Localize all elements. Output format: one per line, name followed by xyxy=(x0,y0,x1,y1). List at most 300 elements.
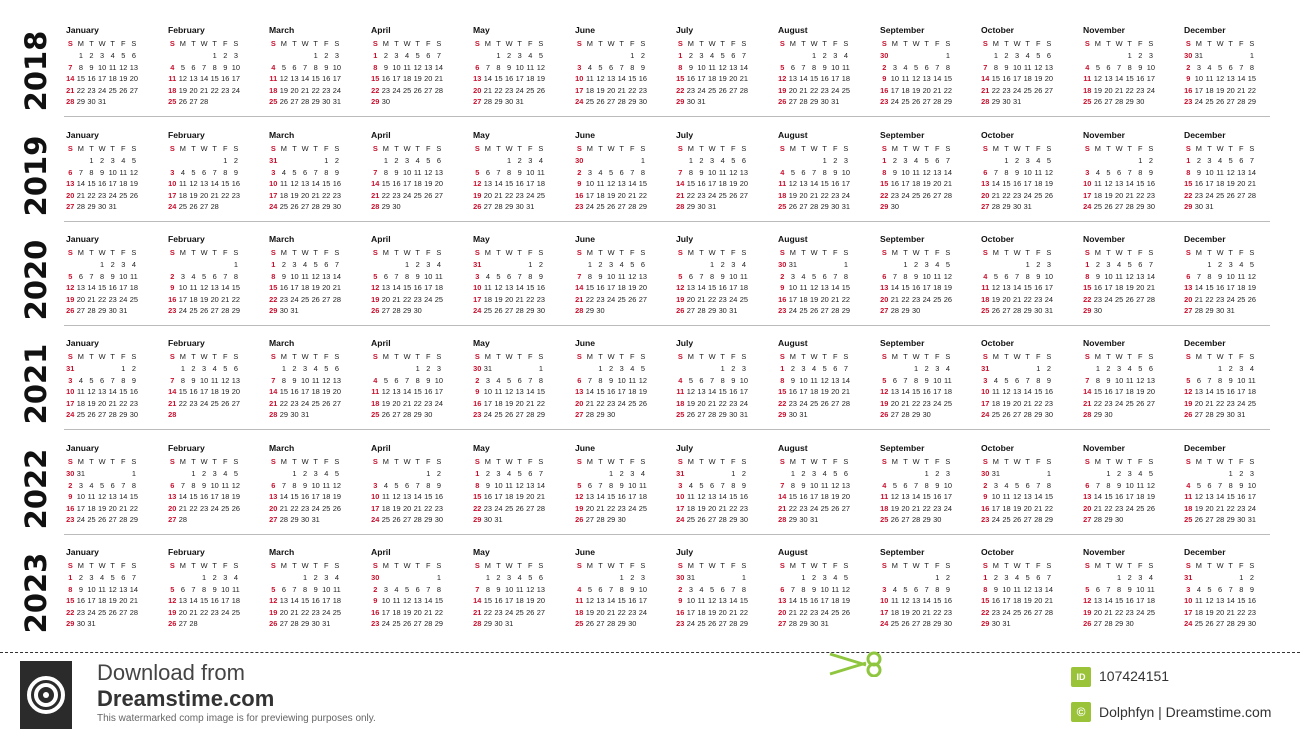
day-cell: 28 xyxy=(189,619,198,629)
day-cell: 9 xyxy=(202,480,207,490)
day-cell: 18 xyxy=(1205,85,1214,95)
day-cell: 2 xyxy=(993,573,998,582)
day-cell: 25 xyxy=(168,97,177,107)
month-name: July xyxy=(676,25,694,35)
weekday-header: S xyxy=(270,352,276,361)
day-cell: 15 xyxy=(210,74,219,84)
day-cell: 25 xyxy=(526,85,535,95)
day-cell: 4 xyxy=(271,62,276,72)
day-cell: 17 xyxy=(473,294,482,304)
day-cell: 24 xyxy=(483,410,492,420)
day-cell: 15 xyxy=(617,596,626,606)
day-cell: 24 xyxy=(922,294,931,304)
day-cell: 1 xyxy=(271,260,276,269)
day-cell: 3 xyxy=(517,51,522,60)
day-cell: 10 xyxy=(1184,596,1193,606)
day-cell: 4 xyxy=(699,584,704,594)
day-cell: 6 xyxy=(935,156,940,165)
day-cell: 30 xyxy=(1136,97,1145,107)
day-cell: 18 xyxy=(129,283,138,293)
day-cell: 28 xyxy=(911,515,921,525)
day-cell: 11 xyxy=(617,271,626,281)
day-cell: 8 xyxy=(538,375,543,385)
day-cell: 29 xyxy=(1093,410,1102,420)
day-cell: 20 xyxy=(332,387,341,397)
weekday-header: S xyxy=(741,39,747,48)
day-cell: 1 xyxy=(822,156,827,165)
day-cell: 17 xyxy=(1184,607,1193,617)
day-cell: 24 xyxy=(585,202,594,212)
day-cell: 23 xyxy=(76,607,85,617)
day-cell: 12 xyxy=(729,167,738,177)
day-cell: 21 xyxy=(809,190,819,200)
weekday-header: S xyxy=(538,457,544,466)
day-cell: 18 xyxy=(1023,74,1032,84)
day-cell: 2 xyxy=(313,573,318,582)
day-cell: 18 xyxy=(1184,503,1193,513)
day-cell: 14 xyxy=(402,387,412,397)
day-cell: 11 xyxy=(537,167,545,177)
day-cell: 11 xyxy=(1195,596,1203,606)
month-june-2022 xyxy=(574,440,662,538)
day-cell: 15 xyxy=(269,283,278,293)
day-cell: 11 xyxy=(189,283,198,293)
day-cell: 12 xyxy=(97,492,107,502)
weekday-header: F xyxy=(1138,248,1143,257)
day-cell: 30 xyxy=(943,619,952,629)
day-cell: 23 xyxy=(108,294,117,304)
day-cell: 15 xyxy=(991,74,1000,84)
day-cell: 10 xyxy=(526,167,535,177)
day-cell: 5 xyxy=(121,51,126,60)
day-cell: 26 xyxy=(686,410,695,420)
weekday-header: S xyxy=(1084,39,1090,48)
day-cell: 24 xyxy=(1012,85,1022,95)
weekday-header: T xyxy=(1207,352,1212,361)
weekday-header: F xyxy=(833,144,838,153)
day-cell: 28 xyxy=(707,410,717,420)
day-cell: 28 xyxy=(210,202,219,212)
day-cell: 15 xyxy=(290,492,299,502)
day-cell: 9 xyxy=(993,584,998,594)
month-name: June xyxy=(575,547,596,557)
day-cell: 1 xyxy=(1207,260,1212,269)
day-cell: 1 xyxy=(131,469,136,478)
day-cell: 19 xyxy=(504,398,514,408)
day-cell: 4 xyxy=(1127,364,1132,373)
day-cell: 12 xyxy=(1194,492,1203,502)
weekday-header: F xyxy=(223,248,228,257)
day-cell: 21 xyxy=(483,85,492,95)
day-cell: 27 xyxy=(168,515,177,525)
day-cell: 18 xyxy=(1146,596,1155,606)
day-cell: 9 xyxy=(292,375,297,385)
day-cell: 2 xyxy=(475,375,480,385)
weekday-header: F xyxy=(833,561,838,570)
day-cell: 1 xyxy=(710,260,715,269)
day-cell: 9 xyxy=(1138,62,1143,72)
day-cell: 15 xyxy=(1034,387,1043,397)
day-cell: 5 xyxy=(1046,156,1051,165)
day-cell: 24 xyxy=(841,190,850,200)
day-cell: 8 xyxy=(89,167,94,177)
weekday-header: S xyxy=(741,457,747,466)
day-cell: 9 xyxy=(945,584,950,594)
weekday-header: T xyxy=(801,144,806,153)
day-cell: 6 xyxy=(475,62,480,72)
day-cell: 8 xyxy=(609,480,614,490)
day-cell: 21 xyxy=(707,398,717,408)
day-cell: 27 xyxy=(1194,410,1203,420)
day-cell: 14 xyxy=(809,179,819,189)
day-cell: 8 xyxy=(131,480,136,490)
day-cell: 9 xyxy=(223,62,228,72)
day-cell: 25 xyxy=(901,97,910,107)
weekday-header: W xyxy=(403,144,411,153)
day-cell: 4 xyxy=(538,156,543,165)
day-cell: 23 xyxy=(890,190,899,200)
month-name: January xyxy=(66,25,99,35)
day-cell: 3 xyxy=(609,260,614,269)
day-cell: 4 xyxy=(741,260,746,269)
day-cell: 14 xyxy=(943,167,952,177)
day-cell: 23 xyxy=(189,398,198,408)
day-cell: 4 xyxy=(619,260,624,269)
weekday-header: F xyxy=(426,352,431,361)
day-cell: 1 xyxy=(292,469,297,478)
day-cell: 26 xyxy=(1146,503,1155,513)
weekday-header: T xyxy=(1207,457,1212,466)
day-cell: 14 xyxy=(210,179,219,189)
month-name: February xyxy=(168,338,205,348)
day-cell: 1 xyxy=(983,573,988,582)
day-cell: 19 xyxy=(638,387,647,397)
day-cell: 16 xyxy=(129,387,138,397)
day-cell: 21 xyxy=(1023,398,1032,408)
day-cell: 5 xyxy=(780,62,785,72)
day-cell: 22 xyxy=(178,398,187,408)
day-cell: 22 xyxy=(231,294,240,304)
day-cell: 17 xyxy=(290,283,299,293)
day-cell: 27 xyxy=(1136,294,1145,304)
day-cell: 12 xyxy=(809,283,819,293)
day-cell: 19 xyxy=(585,607,594,617)
day-cell: 11 xyxy=(1147,584,1155,594)
day-cell: 19 xyxy=(901,607,910,617)
day-cell: 10 xyxy=(638,584,647,594)
day-cell: 26 xyxy=(1012,515,1022,525)
day-cell: 28 xyxy=(413,515,422,525)
weekday-header: F xyxy=(1138,144,1143,153)
day-cell: 28 xyxy=(199,97,209,107)
weekday-header: S xyxy=(576,561,582,570)
day-cell: 1 xyxy=(415,364,420,373)
day-cell: 4 xyxy=(577,584,582,594)
day-cell: 6 xyxy=(528,469,533,478)
weekday-header: T xyxy=(1106,144,1111,153)
day-cell: 26 xyxy=(332,503,341,513)
weekday-header: S xyxy=(436,561,442,570)
day-cell: 17 xyxy=(371,503,380,513)
day-cell: 20 xyxy=(841,492,850,502)
day-cell: 11 xyxy=(799,283,808,293)
day-cell: 6 xyxy=(1085,480,1090,490)
month-march-2018 xyxy=(268,22,356,120)
day-cell: 20 xyxy=(504,294,514,304)
weekday-header: S xyxy=(169,457,175,466)
day-cell: 1 xyxy=(68,573,73,582)
month-may-2020 xyxy=(472,231,560,329)
weekday-header: S xyxy=(372,39,378,48)
day-cell: 27 xyxy=(1215,619,1225,629)
day-cell: 11 xyxy=(403,62,411,72)
year-label: 2020 xyxy=(19,239,53,321)
day-cell: 3 xyxy=(507,573,512,582)
day-cell: 9 xyxy=(68,492,73,502)
weekday-header: F xyxy=(731,39,736,48)
day-cell: 31 xyxy=(820,619,829,629)
day-cell: 31 xyxy=(66,364,75,373)
weekday-header: S xyxy=(474,457,480,466)
weekday-header: S xyxy=(233,248,239,257)
day-cell: 16 xyxy=(76,596,85,606)
day-cell: 24 xyxy=(473,306,482,316)
day-cell: 1 xyxy=(678,51,683,60)
day-cell: 16 xyxy=(686,74,695,84)
day-cell: 8 xyxy=(1207,271,1212,281)
day-cell: 21 xyxy=(1093,503,1102,513)
day-cell: 22 xyxy=(199,607,209,617)
day-cell: 16 xyxy=(788,387,797,397)
day-cell: 24 xyxy=(269,202,278,212)
weekday-header: W xyxy=(1216,144,1224,153)
day-cell: 15 xyxy=(676,74,685,84)
day-cell: 10 xyxy=(880,596,889,606)
day-cell: 4 xyxy=(822,469,827,478)
day-cell: 6 xyxy=(914,584,919,594)
day-cell: 15 xyxy=(707,283,717,293)
day-cell: 19 xyxy=(911,85,921,95)
day-cell: 17 xyxy=(108,179,117,189)
day-cell: 8 xyxy=(373,62,378,72)
day-cell: 7 xyxy=(1085,375,1090,385)
day-cell: 25 xyxy=(820,503,829,513)
day-cell: 13 xyxy=(1237,167,1246,177)
day-cell: 22 xyxy=(1184,190,1193,200)
day-cell: 28 xyxy=(269,410,278,420)
day-cell: 30 xyxy=(617,515,626,525)
day-cell: 29 xyxy=(1114,619,1124,629)
day-cell: 22 xyxy=(1104,503,1113,513)
weekday-header: T xyxy=(822,144,827,153)
weekday-header: F xyxy=(630,39,635,48)
day-cell: 5 xyxy=(903,584,908,594)
day-cell: 19 xyxy=(596,85,605,95)
day-cell: 15 xyxy=(841,283,850,293)
day-cell: 11 xyxy=(1023,62,1032,72)
day-cell: 18 xyxy=(178,190,187,200)
day-cell: 21 xyxy=(1114,85,1124,95)
day-cell: 8 xyxy=(1249,62,1254,72)
day-cell: 19 xyxy=(729,179,738,189)
weekday-header: S xyxy=(1084,457,1090,466)
day-cell: 23 xyxy=(991,607,1000,617)
day-cell: 11 xyxy=(687,492,695,502)
month-june-2023 xyxy=(574,544,662,642)
weekday-header: W xyxy=(505,457,513,466)
weekday-header: S xyxy=(233,561,239,570)
weekday-header: F xyxy=(1239,39,1244,48)
day-cell: 24 xyxy=(97,85,107,95)
day-cell: 7 xyxy=(678,167,683,177)
day-cell: 6 xyxy=(180,584,185,594)
weekday-header: S xyxy=(881,561,887,570)
weekday-header: W xyxy=(607,248,615,257)
day-cell: 1 xyxy=(1218,364,1223,373)
day-cell: 28 xyxy=(628,202,637,212)
day-cell: 2 xyxy=(1196,156,1201,165)
weekday-header: S xyxy=(982,352,988,361)
day-cell: 5 xyxy=(507,375,512,385)
day-cell: 23 xyxy=(575,202,584,212)
day-cell: 14 xyxy=(1093,492,1102,502)
weekday-header: S xyxy=(945,457,951,466)
day-cell: 21 xyxy=(718,503,727,513)
weekday-header: S xyxy=(982,457,988,466)
day-cell: 25 xyxy=(332,607,341,617)
day-cell: 26 xyxy=(322,398,331,408)
day-cell: 16 xyxy=(494,596,503,606)
day-cell: 27 xyxy=(901,515,910,525)
weekday-header: W xyxy=(1013,561,1021,570)
weekday-header: S xyxy=(1046,352,1052,361)
weekday-header: T xyxy=(394,457,399,466)
day-cell: 8 xyxy=(822,167,827,177)
day-cell: 24 xyxy=(1023,190,1032,200)
day-cell: 16 xyxy=(820,74,829,84)
weekday-header: T xyxy=(903,144,908,153)
weekday-header: T xyxy=(110,144,115,153)
day-cell: 4 xyxy=(110,51,115,60)
day-cell: 6 xyxy=(577,375,582,385)
day-cell: 27 xyxy=(322,294,331,304)
weekday-header: M xyxy=(280,248,287,257)
day-cell: 13 xyxy=(168,492,177,502)
day-cell: 9 xyxy=(1186,74,1191,84)
day-cell: 15 xyxy=(686,179,695,189)
weekday-header: T xyxy=(517,561,522,570)
day-cell: 9 xyxy=(170,283,175,293)
day-cell: 16 xyxy=(381,74,390,84)
day-cell: 12 xyxy=(1247,271,1256,281)
day-cell: 25 xyxy=(536,190,545,200)
day-cell: 11 xyxy=(912,167,920,177)
day-cell: 24 xyxy=(231,85,240,95)
day-cell: 7 xyxy=(223,271,228,281)
day-cell: 20 xyxy=(199,190,209,200)
day-cell: 29 xyxy=(991,97,1000,107)
day-cell: 15 xyxy=(922,492,931,502)
weekday-header: M xyxy=(77,248,84,257)
day-cell: 7 xyxy=(892,271,897,281)
day-cell: 29 xyxy=(371,97,380,107)
day-cell: 7 xyxy=(914,480,919,490)
weekday-header: T xyxy=(1025,248,1030,257)
day-cell: 24 xyxy=(799,398,808,408)
day-cell: 16 xyxy=(279,283,288,293)
day-cell: 31 xyxy=(494,515,503,525)
day-cell: 4 xyxy=(935,260,940,269)
day-cell: 1 xyxy=(426,469,431,478)
day-cell: 12 xyxy=(1226,167,1235,177)
weekday-header: S xyxy=(1185,144,1191,153)
day-cell: 3 xyxy=(496,469,501,478)
day-cell: 6 xyxy=(822,271,827,281)
day-cell: 29 xyxy=(1136,202,1145,212)
day-cell: 24 xyxy=(221,607,230,617)
day-cell: 15 xyxy=(221,179,230,189)
weekday-header: T xyxy=(415,457,420,466)
day-cell: 23 xyxy=(371,619,380,629)
day-cell: 23 xyxy=(279,294,288,304)
copyright-icon: © xyxy=(1071,702,1091,722)
day-cell: 6 xyxy=(843,469,848,478)
weekday-header: S xyxy=(1046,561,1052,570)
day-cell: 4 xyxy=(100,573,105,582)
day-cell: 18 xyxy=(1136,492,1145,502)
day-cell: 27 xyxy=(778,619,787,629)
weekday-header: W xyxy=(1013,144,1021,153)
weekday-header: F xyxy=(121,39,126,48)
day-cell: 11 xyxy=(484,283,492,293)
day-cell: 23 xyxy=(1226,398,1235,408)
day-cell: 1 xyxy=(313,51,318,60)
day-cell: 11 xyxy=(820,480,829,490)
month-november-2021 xyxy=(1082,335,1170,433)
weekday-header: S xyxy=(131,144,137,153)
day-cell: 14 xyxy=(1034,492,1043,502)
day-cell: 30 xyxy=(991,619,1000,629)
day-cell: 4 xyxy=(1138,469,1143,478)
day-cell: 11 xyxy=(333,584,341,594)
day-cell: 16 xyxy=(991,596,1000,606)
day-cell: 3 xyxy=(801,364,806,373)
day-cell: 12 xyxy=(676,283,685,293)
day-cell: 15 xyxy=(739,596,748,606)
day-cell: 12 xyxy=(526,584,535,594)
day-cell: 6 xyxy=(202,167,207,177)
day-cell: 21 xyxy=(199,85,209,95)
day-cell: 14 xyxy=(1104,596,1113,606)
day-cell: 7 xyxy=(1228,584,1233,594)
day-cell: 6 xyxy=(1186,271,1191,281)
day-cell: 8 xyxy=(640,167,645,177)
month-name: August xyxy=(778,443,808,453)
day-cell: 6 xyxy=(587,480,592,490)
day-cell: 19 xyxy=(536,74,545,84)
day-cell: 13 xyxy=(933,167,942,177)
day-cell: 11 xyxy=(119,167,128,177)
day-cell: 11 xyxy=(515,584,524,594)
month-february-2021 xyxy=(167,335,255,433)
weekday-header: S xyxy=(982,39,988,48)
weekday-header: F xyxy=(324,39,329,48)
day-cell: 9 xyxy=(281,271,286,281)
day-cell: 29 xyxy=(311,97,320,107)
day-cell: 16 xyxy=(596,283,605,293)
day-cell: 12 xyxy=(638,375,647,385)
weekday-header: T xyxy=(110,39,115,48)
